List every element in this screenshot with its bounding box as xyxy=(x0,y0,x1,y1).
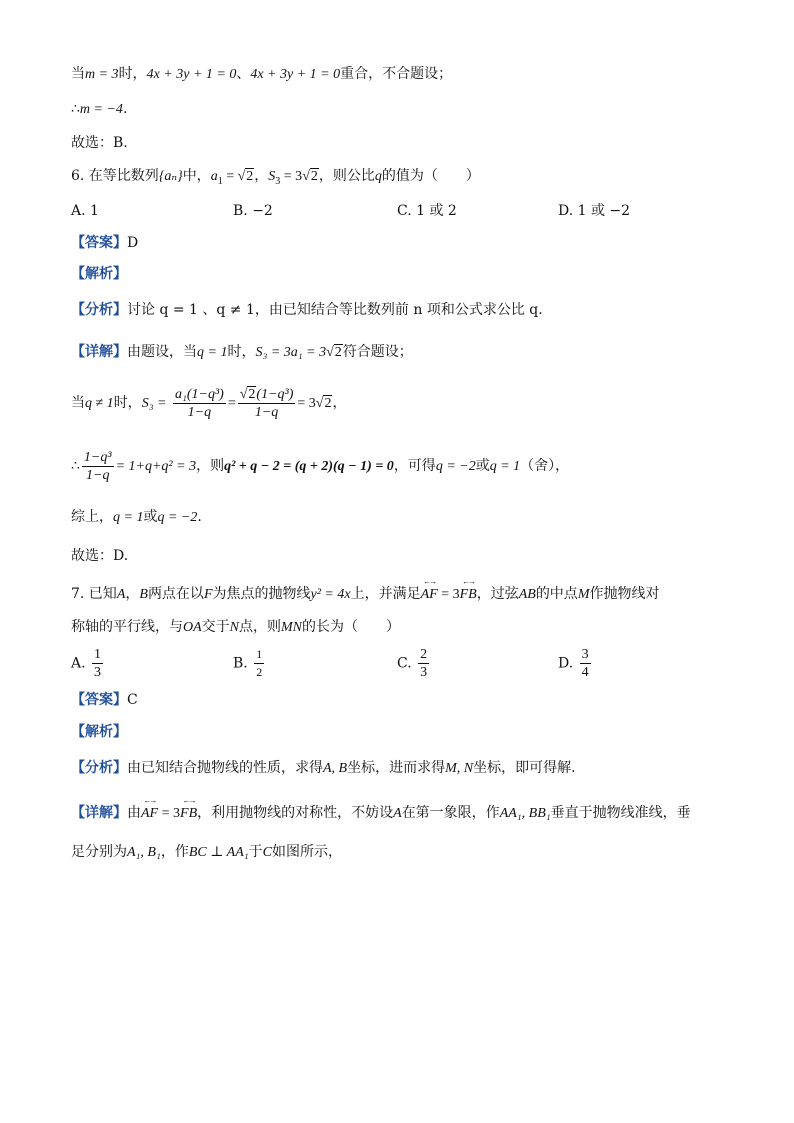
fraction xyxy=(82,449,114,484)
frac-num: 3 xyxy=(581,647,589,662)
text: 交于 xyxy=(201,619,230,635)
text: 坐标，即可得解. xyxy=(473,760,576,776)
answer-value: C xyxy=(127,692,138,708)
math: S₃ = 3a₁ = 3 xyxy=(255,345,327,360)
frac-den: 3 xyxy=(420,665,428,680)
q7-fenxi xyxy=(71,758,576,779)
math: A xyxy=(393,806,402,821)
text: 或 xyxy=(143,509,158,525)
q7-xiangjie-1 xyxy=(71,800,691,824)
fenxi-text: 讨论 q = 1 、q ≠ 1，由已知结合等比数列前 n 项和公式求公比 q. xyxy=(127,302,543,318)
text: ，利用抛物线的对称性，不妨设 xyxy=(197,805,394,821)
choose-line: 故选：B. xyxy=(71,135,128,151)
option-label: D. xyxy=(558,655,574,672)
answer-value: D xyxy=(127,235,139,251)
text: 称轴的平行线，与 xyxy=(71,619,183,635)
text: （舍）， xyxy=(520,458,570,474)
text: 或 xyxy=(475,458,490,474)
text: ，则公比 xyxy=(318,168,375,184)
text: 综上， xyxy=(71,509,113,525)
math: S xyxy=(268,169,276,184)
math: m = 3 xyxy=(85,67,119,82)
text: 当 xyxy=(71,66,85,82)
text: 由题设，当 xyxy=(127,344,197,360)
vector: ←→ FB xyxy=(460,581,477,605)
text: 的值为（ ） xyxy=(381,168,480,184)
frac-num: 1−q³ xyxy=(83,449,112,465)
text: 如图所示， xyxy=(271,844,342,860)
frac-den: 4 xyxy=(581,665,589,680)
text: 重合，不合题设； xyxy=(340,66,453,82)
frac-num: 1 xyxy=(254,646,264,664)
math-radicand: 2 xyxy=(246,169,254,184)
text: 7. 已知 xyxy=(71,586,117,602)
text: 由已知结合抛物线的性质，求得 xyxy=(127,760,323,776)
frac-den: 1−q xyxy=(187,404,212,420)
fraction xyxy=(173,386,226,421)
math: q = 1 xyxy=(197,345,228,360)
vector: ←→ AF xyxy=(421,581,438,605)
math: = 3 xyxy=(158,806,181,821)
math: = 3 xyxy=(297,396,316,411)
frac-num: (1−q³) xyxy=(256,386,294,402)
math: = 1+q+q² = 3 xyxy=(115,459,197,474)
math: q ≠ 1 xyxy=(85,396,114,411)
fraction xyxy=(92,646,103,681)
q6-stem: 6. 在等比数列{aₙ}中，$a_1 = √2$，$S_3 = 3√2$，则公比q的值为（ ） xyxy=(71,168,480,187)
xiangjie-tag: 【详解】 xyxy=(71,805,127,821)
math: = 3 xyxy=(280,169,303,184)
text: 上，并满足 xyxy=(350,586,421,602)
math: y² = 4x xyxy=(310,587,351,602)
q6-xiangjie-3 xyxy=(71,447,569,486)
text: 6. 在等比数列 xyxy=(71,168,159,184)
q6-option-b[interactable]: B. −2 xyxy=(233,203,273,219)
math: M xyxy=(577,587,590,602)
fraction xyxy=(418,646,429,681)
text: 时， xyxy=(227,344,256,360)
text: 坐标，进而求得 xyxy=(347,760,446,776)
math: = xyxy=(222,169,238,184)
math: q = 1 xyxy=(489,459,521,474)
text: 的长为（ ） xyxy=(302,619,401,635)
frac-num: a₁(1−q³) xyxy=(174,386,224,402)
text: ，可得 xyxy=(393,458,436,474)
math: M, N xyxy=(445,761,474,776)
answer-tag: 【答案】 xyxy=(71,235,127,251)
q7-xiangjie-2 xyxy=(71,842,342,863)
math: A xyxy=(116,587,126,602)
q7-option-a[interactable] xyxy=(71,646,105,681)
math: C xyxy=(262,845,272,860)
math: BC ⊥ AA₁ xyxy=(188,845,249,860)
text: 两点在以 xyxy=(147,586,204,602)
math: = xyxy=(227,396,236,411)
q6-option-c[interactable]: C. 1 或 2 xyxy=(397,203,457,219)
text: 于 xyxy=(248,844,263,860)
math: q = −2 xyxy=(435,459,476,474)
text: 为焦点的抛物线 xyxy=(212,586,311,602)
math-sequence: {aₙ} xyxy=(158,169,183,184)
q7-stem-1 xyxy=(71,581,659,605)
text: 由 xyxy=(127,805,141,821)
option-label: A. xyxy=(71,655,86,672)
math: OA xyxy=(183,620,202,635)
frac-num: 2 xyxy=(420,647,428,662)
q6-xiangjie-2: 当q ≠ 1时，S₃ = $\frac{\text{a₁(1−q³)}}{1-q}$ = $\frac{\text{√2(1−q³)}}{1-q}$ = 3√2， xyxy=(71,386,347,420)
math-radicand: 2 xyxy=(310,169,318,184)
frac-den: 1−q xyxy=(254,404,279,420)
text: 当 xyxy=(71,395,85,411)
math: q = 1 xyxy=(113,510,144,525)
q7-stem-2 xyxy=(71,617,400,638)
q6-option-d[interactable]: D. 1 或 −2 xyxy=(558,203,631,219)
math-radicand: 2 xyxy=(248,386,256,402)
text: . xyxy=(197,509,202,525)
frac-den: 3 xyxy=(94,665,102,680)
frac-den: 2 xyxy=(256,665,263,679)
q6-xiangjie-1: 【详解】由题设，当q = 1时，S₃ = 3a₁ = 3√2符合题设； xyxy=(71,344,413,360)
frac-num: 1 xyxy=(94,647,102,662)
math-sub: 3 xyxy=(275,175,281,187)
math: m = −4 xyxy=(79,102,123,117)
text: . xyxy=(122,101,128,117)
text: 在第一象限，作 xyxy=(401,805,500,821)
math: q = −2 xyxy=(157,510,198,525)
q7-option-b[interactable] xyxy=(233,646,266,681)
q6-answer xyxy=(71,233,138,253)
math: A, B xyxy=(323,761,348,776)
q7-jiexi-tag: 【解析】 xyxy=(71,724,127,740)
math: MN xyxy=(281,620,303,635)
math: a xyxy=(210,169,218,184)
text-line-2 xyxy=(71,99,127,120)
xiangjie-tag: 【详解】 xyxy=(71,344,127,360)
math: AA₁, BB₁ xyxy=(499,806,551,821)
text: 时， xyxy=(113,395,142,411)
q7-answer xyxy=(71,690,138,710)
fenxi-tag: 【分析】 xyxy=(71,760,127,776)
math: q xyxy=(374,169,382,184)
math: = 3 xyxy=(437,587,460,602)
therefore-symbol: ∴ xyxy=(71,101,80,117)
fraction xyxy=(254,646,264,681)
q6-fenxi xyxy=(71,300,543,320)
math: AB xyxy=(518,587,536,602)
text: ， xyxy=(254,168,269,184)
fenxi-tag: 【分析】 xyxy=(71,302,127,318)
text: 的中点 xyxy=(535,586,578,602)
math: S₃ = xyxy=(141,396,167,411)
option-label: B. xyxy=(233,655,248,672)
text: ， xyxy=(125,586,140,602)
math-radicand: 2 xyxy=(334,345,342,360)
fraction xyxy=(580,646,591,681)
text: 足分别为 xyxy=(71,844,127,860)
text: ，则 xyxy=(196,458,225,474)
fraction: $\frac{\text{√2(1−q³)}}{1-q}$ xyxy=(239,386,294,420)
text: 、 xyxy=(236,66,251,82)
text-line-1 xyxy=(71,64,452,85)
math: 4x + 3y + 1 = 0 xyxy=(146,67,237,82)
text: 中， xyxy=(182,168,211,184)
text: 作抛物线对 xyxy=(589,586,660,602)
q6-choose: 故选：D. xyxy=(71,548,129,564)
text: ，作 xyxy=(160,844,189,860)
math-radicand: 2 xyxy=(324,396,332,411)
math: A₁, B₁ xyxy=(127,845,161,860)
math: N xyxy=(229,620,240,635)
text: ， xyxy=(332,395,347,411)
q6-option-a[interactable]: A. 1 xyxy=(71,203,99,219)
math: 4x + 3y + 1 = 0 xyxy=(250,67,341,82)
math: F xyxy=(203,587,213,602)
text: ，过弦 xyxy=(476,586,519,602)
q7-option-c[interactable] xyxy=(397,646,431,681)
math-poly: q² + q − 2 = (q + 2)(q − 1) = 0 xyxy=(224,459,394,474)
text: 时， xyxy=(118,66,147,82)
q7-option-d[interactable] xyxy=(558,646,593,681)
q6-zongshang xyxy=(71,507,202,528)
vector: ←→ AF xyxy=(141,800,158,824)
option-label: C. xyxy=(397,655,412,672)
text: 点，则 xyxy=(239,619,282,635)
math: B xyxy=(139,587,148,602)
math-sub: 1 xyxy=(217,175,223,187)
therefore-symbol: ∴ xyxy=(71,458,80,474)
text: 垂直于抛物线准线，垂 xyxy=(550,805,691,821)
vector: ←→ FB xyxy=(180,800,197,824)
text: 符合题设； xyxy=(342,344,413,360)
q6-jiexi-tag: 【解析】 xyxy=(71,266,127,282)
frac-den: 1−q xyxy=(86,467,110,483)
answer-tag: 【答案】 xyxy=(71,692,127,708)
